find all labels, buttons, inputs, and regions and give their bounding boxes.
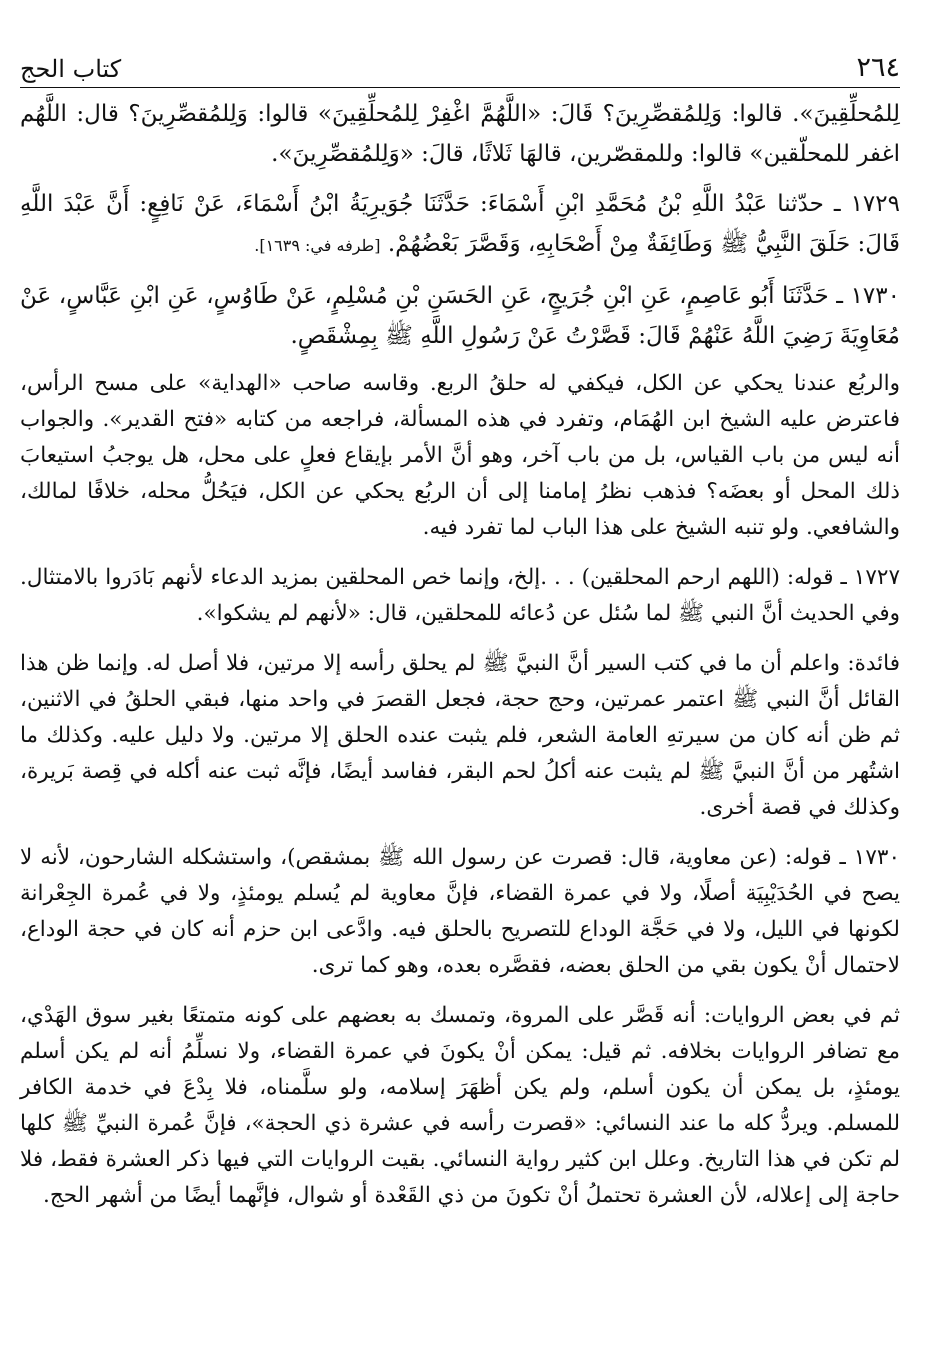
page-number: ٢٦٤ [856, 52, 900, 83]
commentary-narrations: ثم في بعض الروايات: أنه قَصَّر على المروة، وتمسك به بعضهم على كونه متمتعًا بغير سوق الهَدْي، مع تضافر الروايات بخلافه. ثم قيل: يمكن أنْ يكونَ في عمرة القضاء، ولا نسلِّمُ أنه لم يكن أسلم يومئذٍ، بل يمكن أن يكون أسلم، ولم يكن أظهَرَ إسلامه، ولو سلَّمناه، فلا بِدْعَ في خدمة الكافر للمسلم. ويردُّ كله ما عند النسائي: «قصرت رأسه في عشرة ذي الحجة»، فإنَّ عُمرة النبيِّ ﷺ كلها لم تكن في هذا التاريخ. وعلل ابن كثير رواية النسائي. بقيت الروايات التي فيها ذكر العشرة فقط، فلا حاجة إلى إعلاله، لأن العشرة تحتملُ أنْ تكونَ من ذي القَعْدة أو شوال، فإنَّهما أيضًا من أشهر الحج. [20, 1003, 900, 1208]
hadith-1729-text: ١٧٢٩ ـ حدّثنا عَبْدُ اللَّهِ بْنُ مُحَمَّدِ ابْنِ أَسْمَاءَ: حَدَّثَنَا جُوَيرِيَةُ ابْنُ أَسْمَاءَ، عَنْ نَافِعٍ: أَنَّ عَبْدَ اللَّهِ قَالَ: حَلَقَ النَّبِيُّ ﷺ وَطَائِفَةٌ مِنْ أَصْحَابِهِ، وَقَصَّرَ بَعْضُهُمْ. [20, 191, 900, 257]
hadith-1730: ١٧٣٠ ـ حَدَّثَنَا أَبُو عَاصِمٍ، عَنِ ابْنِ جُرَيجٍ، عَنِ الحَسَنِ بْنِ مُسْلِمٍ، عَنْ طَاوُسٍ، عَنِ ابْنِ عَبَّاسٍ، عَنْ مُعَاوِيَةَ رَضِيَ اللَّهُ عَنْهُمْ قَالَ: قَصَّرْتُ عَنْ رَسُولِ اللَّهِ ﷺ بِمِشْقَصٍ. [20, 283, 900, 349]
commentary-1730: ١٧٣٠ ـ قوله: (عن معاوية، قال: قصرت عن رسول الله ﷺ بمشقص)، واستشكله الشارحون، لأنه لا يصح في الحُدَيْبِيَة أصلًا، ولا في عمرة القضاء، فإنَّ معاوية لم يُسلم يومئذٍ، ولا في عُمرة الجِعْرانة لكونها في الليل، ولا في حَجَّة الوداع للتصريح بالحلق فيه. وادَّعى ابن حزم أنه كان في حجة الوداع، لاحتمال أنْ يكون بقي من الحلق بعضه، فقصَّره بعده، وهو كما ترى. [20, 845, 900, 978]
page-header [20, 46, 900, 88]
hadith-1729-reference: [طرفه في: ١٦٣٩]. [254, 236, 381, 255]
hadith-1728-continuation: لِلمُحلِّقِينَ». قالوا: وَلِلمُقصِّرِينَ؟ قَالَ: «اللَّهُمَّ اغْفِرْ لِلمُحلِّقِينَ» قالوا: وَلِلمُقصِّرِينَ؟ قال: اللَّهُم اغفر للمحلّقين» قالوا: وللمقصّرين، قالهَا ثَلاثًا، قالَ: «وَلِلمُقصِّرِينَ». [20, 101, 900, 167]
commentary-benefit-note: فائدة: واعلم أن ما في كتب السير أنَّ النبيَّ ﷺ لم يحلق رأسه إلا مرتين، فلا أصل له. وإنما ظن هذا القائل أنَّ النبي ﷺ اعتمر عمرتين، وحج حجة، فجعل القصرَ في واحد منها، فبقي الحلقُ في الاثنين، ثم ظن أنه كان من سيرتهِ العامة الشعر، فلم يثبت عنده الحلق إلا مرتين. ولا دليل عليه. وكذلك ما اشتُهر من أنَّ النبيَّ ﷺ لم يثبت عنه أكلُ لحم البقر، ففاسد أيضًا، فإنَّه ثبت عنه أكله في قِصة بَريرة، وكذلك في قصة أخرى. [20, 651, 900, 820]
hadith-1729 [20, 184, 900, 266]
page-body [20, 94, 900, 1214]
commentary-1727: ١٧٢٧ ـ قوله: (اللهم ارحم المحلقين) . . .إلخ، وإنما خص المحلقين بمزيد الدعاء لأنهم بَادَروا بالامتثال. وفي الحديث أنَّ النبي ﷺ لما سُئل عن دُعائه للمحلقين، قال: «لأنهم لم يشكوا». [20, 565, 900, 626]
book-title: كتاب الحج [20, 55, 122, 83]
commentary-quarter-shaving: والربُع عندنا يحكي عن الكل، فيكفي له حلقُ الربع. وقاسه صاحب «الهداية» على مسح الرأس، فاعترض عليه الشيخ ابن الهُمَام، وتفرد في هذه المسألة، فراجعه من كتابه «فتح القدير». والجواب أنه ليس من باب القياس، بل من باب آخر، وهو أنَّ الأمر بإيقاع فعلٍ على محل، هل يوجبُ استيعابَ ذلك المحل أو بعضَه؟ فذهب نظرُ إمامنا إلى أن الربُع يحكي عن الكل، فيَحُلُّ محله، خلافًا لمالك، والشافعي. ولو تنبه الشيخ على هذا الباب لما تفرد فيه. [20, 371, 900, 540]
